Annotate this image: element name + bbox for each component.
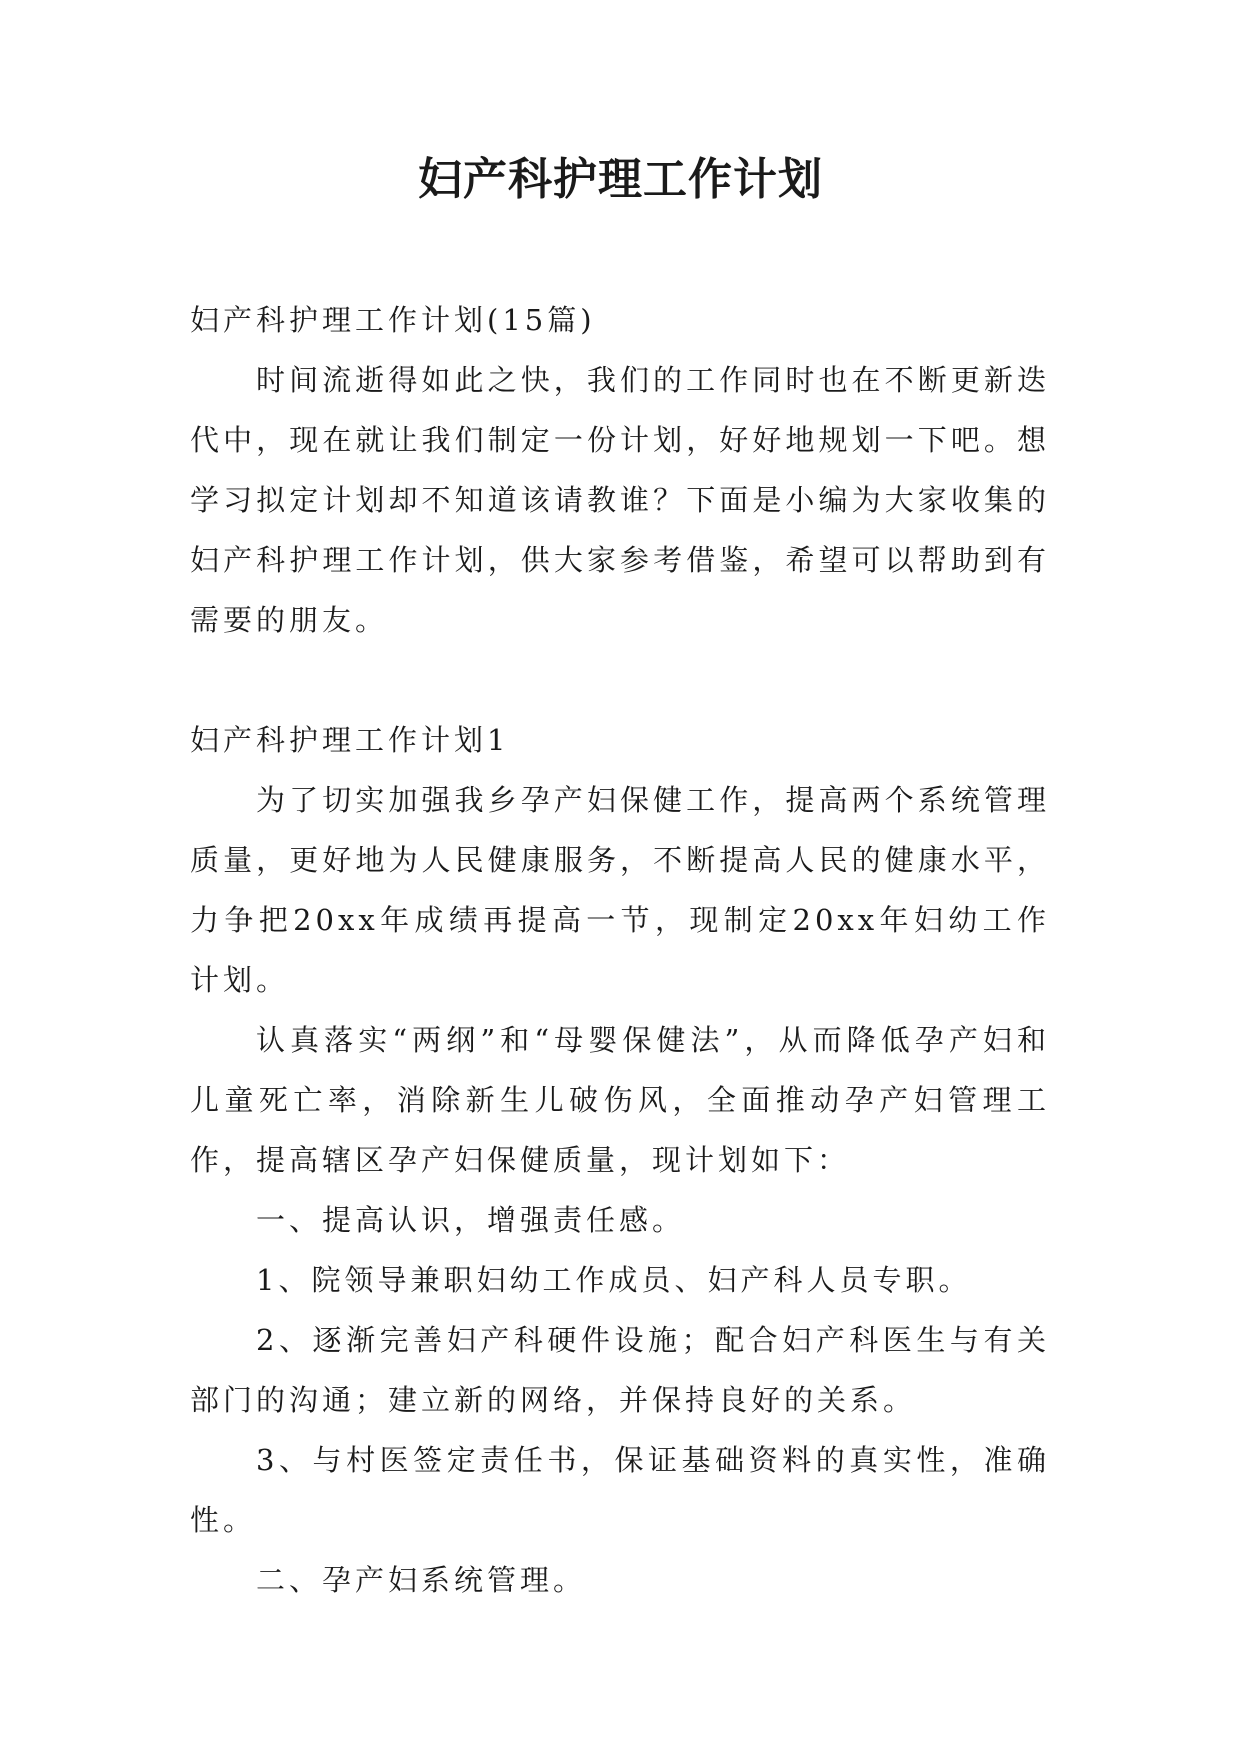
section-subheading: 一、提高认识，增强责任感。 (256, 1203, 686, 1237)
document-subtitle: 妇产科护理工作计划(15篇) (190, 303, 596, 337)
body-paragraph: 认真落实“两纲”和“母婴保健法”，从而降低孕产妇和儿童死亡率，消除新生儿破伤风，全面推动孕产妇管理工作，提高辖区孕产妇保健质量，现计划如下： (190, 1023, 1050, 1177)
section-subheading: 二、孕产妇系统管理。 (256, 1563, 587, 1597)
document-body (190, 290, 1050, 1610)
list-item: 3、与村医签定责任书，保证基础资料的真实性，准确性。 (190, 1443, 1050, 1537)
intro-paragraph: 时间流逝得如此之快，我们的工作同时也在不断更新迭代中，现在就让我们制定一份计划，好好地规划一下吧。想学习拟定计划却不知道该请教谁？下面是小编为大家收集的妇产科护理工作计划，供大家参考借鉴，希望可以帮助到有需要的朋友。 (190, 363, 1050, 637)
document-title: 妇产科护理工作计划 (418, 154, 823, 205)
list-item: 1、院领导兼职妇幼工作成员、妇产科人员专职。 (256, 1263, 972, 1297)
body-paragraph: 为了切实加强我乡孕产妇保健工作，提高两个系统管理质量，更好地为人民健康服务，不断提高人民的健康水平，力争把20xx年成绩再提高一节，现制定20xx年妇幼工作计划。 (190, 783, 1050, 997)
section-heading: 妇产科护理工作计划1 (190, 723, 510, 757)
list-item: 2、逐渐完善妇产科硬件设施；配合妇产科医生与有关部门的沟通；建立新的网络，并保持良好的关系。 (190, 1323, 1050, 1417)
